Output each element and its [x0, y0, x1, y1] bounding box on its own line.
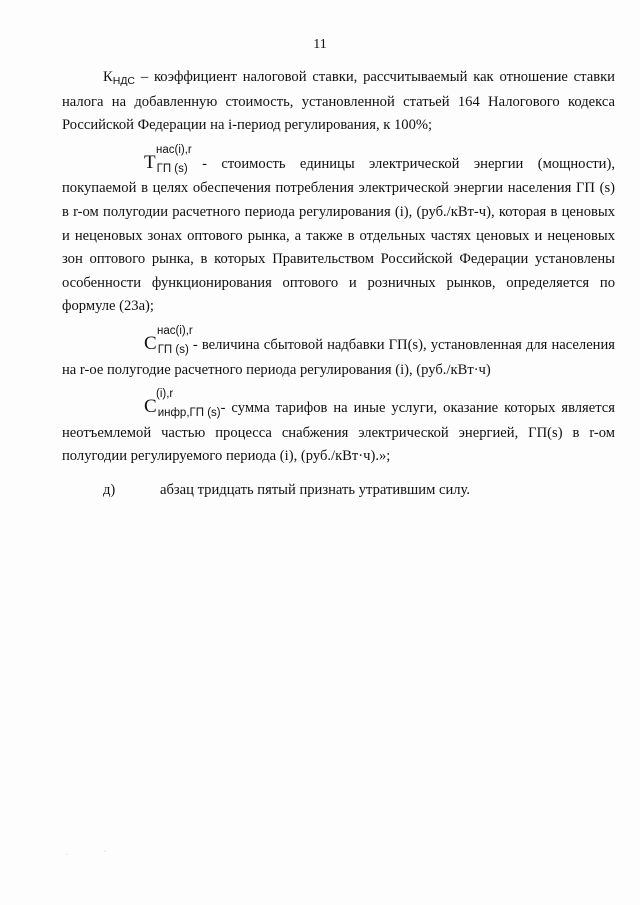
paragraph-k-nds — [62, 66, 615, 138]
paragraph-c-markup — [62, 324, 615, 382]
formula-c-infr-superscript: (i),r — [156, 388, 174, 401]
formula-t-subscript: ГП (s) — [156, 162, 188, 175]
formula-c-nas: C нас(i),r $_{ГП (s)}$ — [103, 332, 189, 359]
scan-speck: · — [66, 852, 68, 858]
document-body — [62, 66, 615, 503]
paragraph-t-text: - стоимость единицы электрической энергии (мощности), покупаемой в целях обеспечения потребления электрической энергии населения ГП (s) в r-ом полугодии расчетного периода регулирования (i), (руб./кВт-ч), которая в ценовых и неценовых зонах оптового рынка, а также в отдельных частях ценовых и неценовых зон оптового рынка, в которых Правительством Российской Федерации установлены особенности функционирования оптового и розничных рынков, определяется по формуле (23а); — [62, 155, 615, 315]
formula-c-nas-subscript: ГП (s) — [157, 343, 189, 356]
formula-t: T нас(i),r $_{ГП (s)}$ — [103, 151, 188, 178]
paragraph-t-cost — [62, 143, 615, 319]
paragraph-c-infr-text: - сумма тарифов на иные услуги, оказание которых является неотъемлемой частью процесса снабжения электрической энергией, ГП(s) в r-ом полугодии регулируемого периода (i), (руб./кВт·ч).»; — [62, 400, 615, 465]
scan-speck: · — [104, 849, 106, 855]
paragraph-c-infr — [62, 388, 615, 469]
formula-c-infr-subscript: инфр,ГП (s) — [157, 407, 221, 420]
item-d-label: д) — [103, 481, 116, 498]
page-number: 11 — [313, 37, 327, 52]
paragraph-k-text: – коэффициент налоговой ставки, рассчитываемый как отношение ставки налога на добавленную стоимость, установленной статьей 164 Налогового кодекса Российской Федерации на i-период регулирования, к 100%; — [62, 69, 615, 134]
formula-t-superscript: нас(i),r — [156, 143, 192, 156]
formula-c-infr: C (i),r $_{инфр,ГП (s)}$ — [103, 395, 221, 422]
symbol-k-subscript: НДС — [112, 75, 136, 87]
item-d — [62, 479, 615, 503]
item-d-text: абзац тридцать пятый признать утратившим силу. — [160, 481, 471, 498]
symbol-k: $К_{НДС}$ — [103, 69, 136, 87]
paragraph-c-markup-text: - величина сбытовой надбавки ГП(s), установленная для населения на r-ое полугодие расчетного периода регулирования (i), (руб./кВт·ч) — [62, 336, 615, 378]
formula-c-nas-superscript: нас(i),r — [157, 324, 193, 337]
